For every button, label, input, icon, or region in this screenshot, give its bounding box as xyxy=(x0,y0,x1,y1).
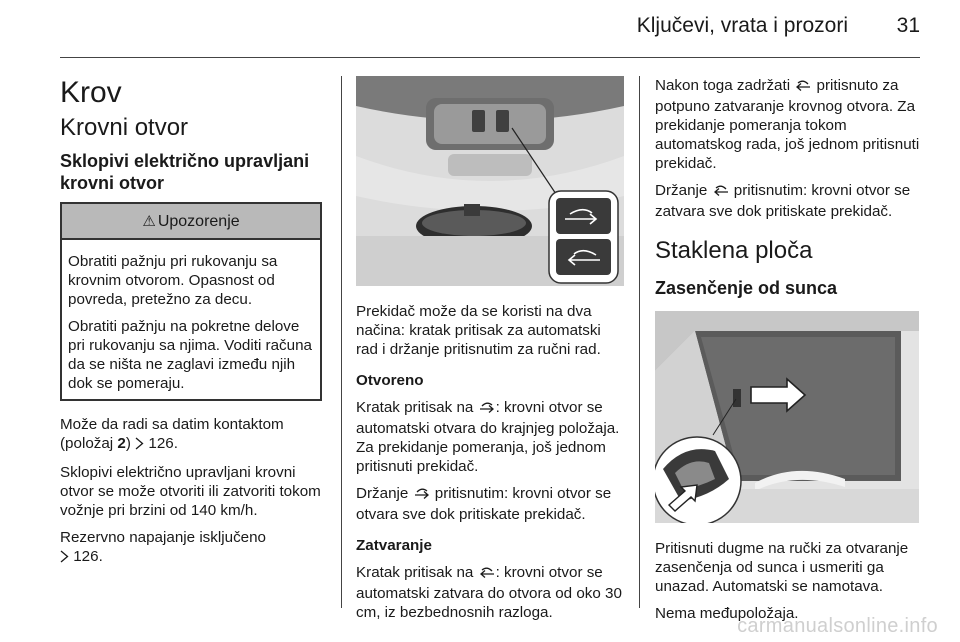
text-fragment: pritisnutim: krovni otvor se otvara sve dok pritiskate prekidač. xyxy=(356,485,612,523)
warning-title: Upozorenje xyxy=(157,212,240,230)
paragraph-open-hold xyxy=(356,484,624,524)
paragraph-close-hold xyxy=(655,181,923,221)
text-bold: 2 xyxy=(117,435,126,452)
text-fragment: : krovni otvor se automatski otvara do krajnjeg položaja. Za prekidanje pomeranja, još jednom pritisnuti prekidač. xyxy=(356,399,620,475)
heading-krovni-otvor: Krovni otvor xyxy=(60,114,189,141)
heading-zasencenje: Zasenčenje od sunca xyxy=(655,278,838,298)
text-fragment: Rezervno napajanje isključeno xyxy=(60,529,267,546)
heading-krov: Krov xyxy=(60,76,122,109)
page-reference-arrow-icon xyxy=(60,549,69,568)
label-otvoreno: Otvoreno xyxy=(356,372,424,389)
running-header-title: Ključevi, vrata i prozori xyxy=(636,14,848,37)
warning-box xyxy=(60,202,322,401)
heading-sklopivi: Sklopivi električno upravljani krovni otvor xyxy=(60,151,310,193)
sunroof-open-icon xyxy=(478,400,496,419)
paragraph-after-hold xyxy=(655,76,923,173)
warning-text-1: Obratiti pažnju pri rukovanju sa krovnim otvorom. Opasnost od povreda, pretežno za decu. xyxy=(68,253,278,308)
paragraph-open-short xyxy=(356,398,624,476)
sunshade-illustration xyxy=(655,311,919,523)
warning-triangle-icon: ⚠ xyxy=(142,212,156,230)
text-fragment: Držanje xyxy=(655,182,712,199)
text-fragment: pritisnutim: krovni otvor se zatvara sve dok pritiskate prekidač. xyxy=(655,182,911,220)
heading-staklena-ploca: Staklena ploča xyxy=(655,237,813,264)
text-fragment: Nakon toga zadržati xyxy=(655,77,795,94)
column-divider-2 xyxy=(639,76,640,608)
warning-body xyxy=(62,240,320,399)
text-fragment: pritisnuto za potpuno zatvaranje krovnog otvora. Za prekidanje pomeranja tokom automatskog rada, još jednom pritisnuti prekidač. xyxy=(655,77,920,172)
sunroof-close-icon xyxy=(478,565,496,584)
column-3 xyxy=(655,70,923,631)
page-reference-arrow-icon xyxy=(135,436,144,455)
page-reference-link[interactable]: 126. xyxy=(148,435,178,452)
column-2 xyxy=(356,70,624,630)
paragraph-contact xyxy=(60,415,322,455)
label-zatvaranje: Zatvaranje xyxy=(356,537,432,554)
column-divider-1 xyxy=(341,76,342,608)
column-1 xyxy=(60,70,322,576)
paragraph-backup-power xyxy=(60,528,322,568)
page-number: 31 xyxy=(896,14,920,37)
paragraph-no-intermediate: Nema međupoložaja. xyxy=(655,605,799,622)
text-fragment: : krovni otvor se automatski zatvara do otvora od oko 30 cm, iz bezbednosnih razloga. xyxy=(356,564,622,621)
sunroof-close-icon xyxy=(712,183,730,202)
paragraph-switch-modes: Prekidač može da se koristi na dva načina: kratak pritisak za automatski rad i držanje pritisnutim za ručni rad. xyxy=(356,303,601,358)
header-rule xyxy=(60,57,920,58)
warning-header xyxy=(62,204,320,240)
warning-text-2: Obratiti pažnju na pokretne delove pri rukovanju sa njima. Voditi računa da se ništa ne zaglavi između njih dok se pomeraju. xyxy=(68,318,312,392)
text-fragment: ) xyxy=(125,435,136,452)
text-fragment: Kratak pritisak na xyxy=(356,564,478,581)
sunroof-close-icon xyxy=(794,78,812,97)
sunroof-open-icon xyxy=(413,486,431,505)
paragraph-speed: Sklopivi električno upravljani krovni otvor se može otvoriti ili zatvoriti tokom vožnje pri brzini od 140 km/h. xyxy=(60,464,321,519)
text-fragment: Kratak pritisak na xyxy=(356,399,478,416)
paragraph-sunshade-instructions: Pritisnuti dugme na ručki za otvaranje zasenčenja od sunca i usmeriti ga unazad. Automatski se namotava. xyxy=(655,540,909,595)
paragraph-close-short xyxy=(356,563,624,622)
page-reference-link[interactable]: 126. xyxy=(73,548,103,565)
roof-switch-illustration xyxy=(356,76,624,286)
watermark-text: carmanualsonline.info xyxy=(737,615,938,637)
text-fragment: Može da radi sa datim kontaktom (položaj xyxy=(60,416,284,452)
text-fragment: Držanje xyxy=(356,485,413,502)
